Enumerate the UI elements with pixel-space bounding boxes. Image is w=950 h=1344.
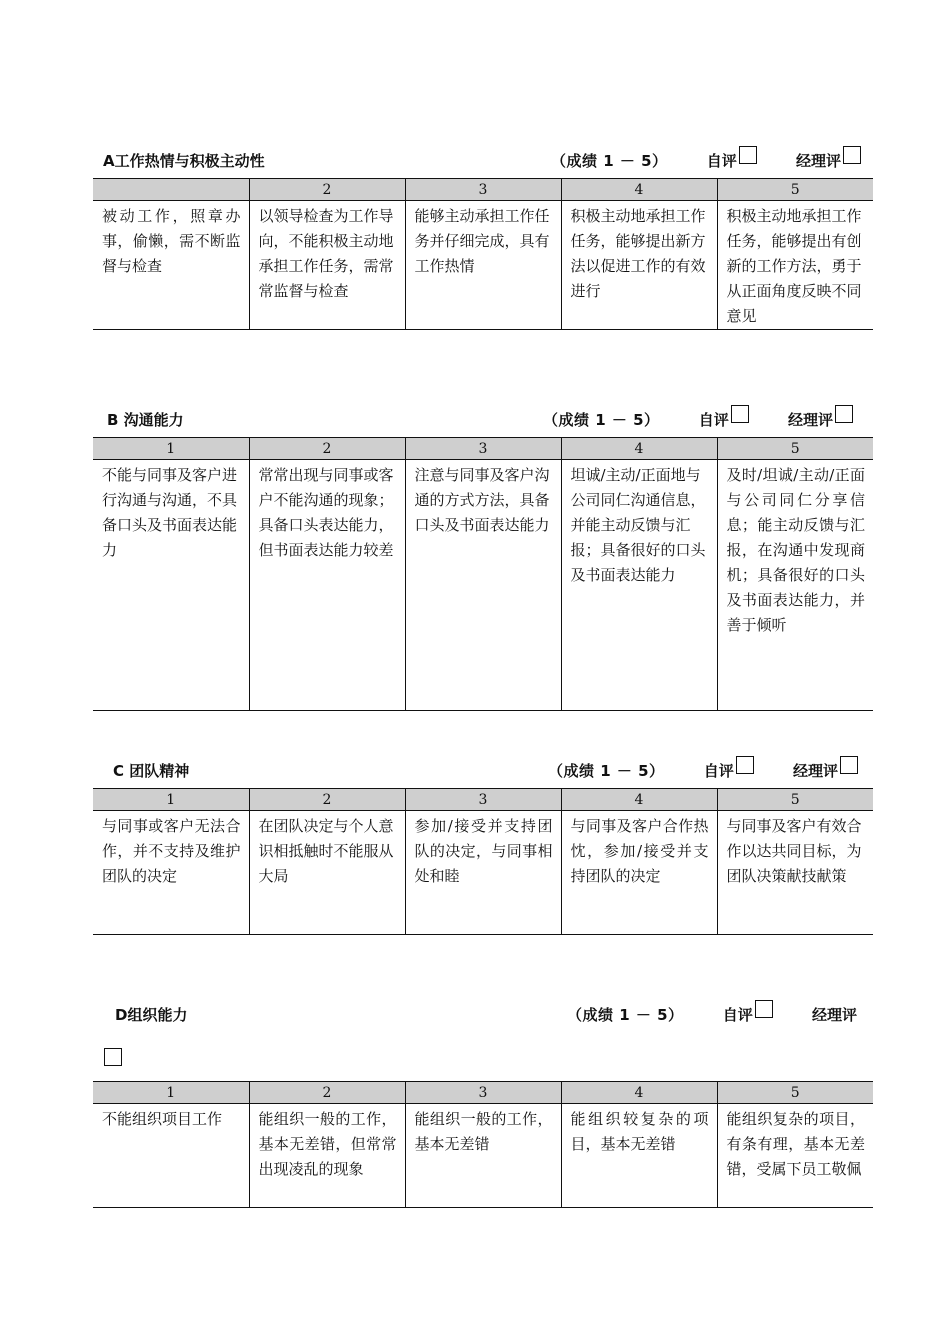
level-description: 能组织复杂的项目，有条有理，基本无差错，受属下员工敬佩 (717, 1104, 873, 1208)
section-b (93, 405, 873, 711)
level-header: 5 (717, 1082, 873, 1104)
level-header: 4 (561, 789, 717, 811)
table-header-row (93, 179, 873, 201)
level-header: 4 (561, 1082, 717, 1104)
self-eval-label: 自评 (698, 411, 729, 429)
table-header-row (93, 789, 873, 811)
level-description: 被动工作，照章办事，偷懒，需不断监督与检查 (93, 201, 249, 330)
level-header: 5 (717, 789, 873, 811)
rating-table (93, 437, 873, 711)
table-row (93, 811, 873, 935)
section-header (93, 756, 873, 782)
self-eval-checkbox[interactable] (731, 405, 749, 423)
level-description: 常常出现与同事或客户不能沟通的现象；具备口头表达能力，但书面表达能力较差 (249, 460, 405, 711)
level-header: 2 (249, 789, 405, 811)
manager-eval-label: 经理评 (796, 152, 842, 170)
score-range: （成绩 1 － 5） (543, 411, 660, 429)
table-row (93, 201, 873, 330)
table-header-row (93, 438, 873, 460)
rating-table (93, 1081, 873, 1208)
level-header: 5 (717, 438, 873, 460)
section-d (93, 1000, 873, 1208)
score-range: （成绩 1 － 5） (548, 762, 665, 780)
level-header: 1 (93, 1082, 249, 1104)
score-group (567, 1004, 857, 1025)
level-description: 以领导检查为工作导向，不能积极主动地承担工作任务，需常常监督与检查 (249, 201, 405, 330)
level-header: 2 (249, 179, 405, 201)
score-range: （成绩 1 － 5） (551, 152, 668, 170)
level-description: 坦诚/主动/正面地与公司同仁沟通信息，并能主动反馈与汇报；具备很好的口头及书面表达能力 (561, 460, 717, 711)
level-description: 能组织一般的工作，基本无差错 (405, 1104, 561, 1208)
level-description: 能组织较复杂的项目，基本无差错 (561, 1104, 717, 1208)
rating-table (93, 178, 873, 330)
self-eval-checkbox[interactable] (755, 1000, 773, 1018)
score-group (551, 150, 861, 171)
level-header: 3 (405, 438, 561, 460)
manager-eval-label: 经理评 (788, 411, 834, 429)
level-header (93, 179, 249, 201)
level-header: 4 (561, 438, 717, 460)
self-eval-checkbox[interactable] (739, 146, 757, 164)
section-header (93, 405, 873, 431)
level-description: 与同事及客户有效合作以达共同目标，为团队决策献技献策 (717, 811, 873, 935)
score-group (548, 760, 858, 781)
level-description: 与同事及客户合作热忱，参加/接受并支持团队的决定 (561, 811, 717, 935)
manager-eval-checkbox[interactable] (843, 146, 861, 164)
level-description: 不能组织项目工作 (93, 1104, 249, 1208)
level-header: 2 (249, 438, 405, 460)
level-header: 3 (405, 1082, 561, 1104)
level-description: 与同事或客户无法合作，并不支持及维护团队的决定 (93, 811, 249, 935)
level-description: 不能与同事及客户进行沟通与沟通，不具备口头及书面表达能力 (93, 460, 249, 711)
self-eval-label: 自评 (706, 152, 737, 170)
score-group (543, 409, 853, 430)
section-title: C 团队精神 (113, 762, 190, 780)
table-row (93, 1104, 873, 1208)
manager-eval-checkbox[interactable] (104, 1048, 122, 1066)
level-header: 2 (249, 1082, 405, 1104)
level-description: 能组织一般的工作，基本无差错，但常常出现凌乱的现象 (249, 1104, 405, 1208)
score-range: （成绩 1 － 5） (567, 1006, 684, 1024)
level-header: 4 (561, 179, 717, 201)
level-description: 参加/接受并支持团队的决定，与同事相处和睦 (405, 811, 561, 935)
level-header: 5 (717, 179, 873, 201)
manager-eval-label: 经理评 (812, 1006, 858, 1024)
manager-eval-label: 经理评 (793, 762, 839, 780)
self-eval-label: 自评 (722, 1006, 753, 1024)
manager-eval-checkbox[interactable] (835, 405, 853, 423)
level-header: 1 (93, 438, 249, 460)
level-description: 在团队决定与个人意识相抵触时不能服从大局 (249, 811, 405, 935)
section-header (93, 146, 873, 172)
section-title: B 沟通能力 (107, 411, 184, 429)
section-title: D组织能力 (115, 1006, 188, 1024)
level-header: 1 (93, 789, 249, 811)
section-title: A工作热情与积极主动性 (103, 152, 265, 170)
level-description: 积极主动地承担工作任务，能够提出有创新的工作方法，勇于从正面角度反映不同意见 (717, 201, 873, 330)
level-description: 能够主动承担工作任务并仔细完成，具有工作热情 (405, 201, 561, 330)
level-header: 3 (405, 179, 561, 201)
rating-table (93, 788, 873, 935)
level-header: 3 (405, 789, 561, 811)
self-eval-checkbox[interactable] (736, 756, 754, 774)
level-description: 注意与同事及客户沟通的方式方法，具备口头及书面表达能力 (405, 460, 561, 711)
section-c (93, 756, 873, 935)
section-header (93, 1000, 873, 1026)
self-eval-label: 自评 (703, 762, 734, 780)
level-description: 积极主动地承担工作任务，能够提出新方法以促进工作的有效进行 (561, 201, 717, 330)
table-row (93, 460, 873, 711)
manager-eval-checkbox[interactable] (840, 756, 858, 774)
level-description: 及时/坦诚/主动/正面与公司同仁分享信息；能主动反馈与汇报，在沟通中发现商机；具备很好的口头及书面表达能力，并善于倾听 (717, 460, 873, 711)
table-header-row (93, 1082, 873, 1104)
section-a (93, 146, 873, 330)
